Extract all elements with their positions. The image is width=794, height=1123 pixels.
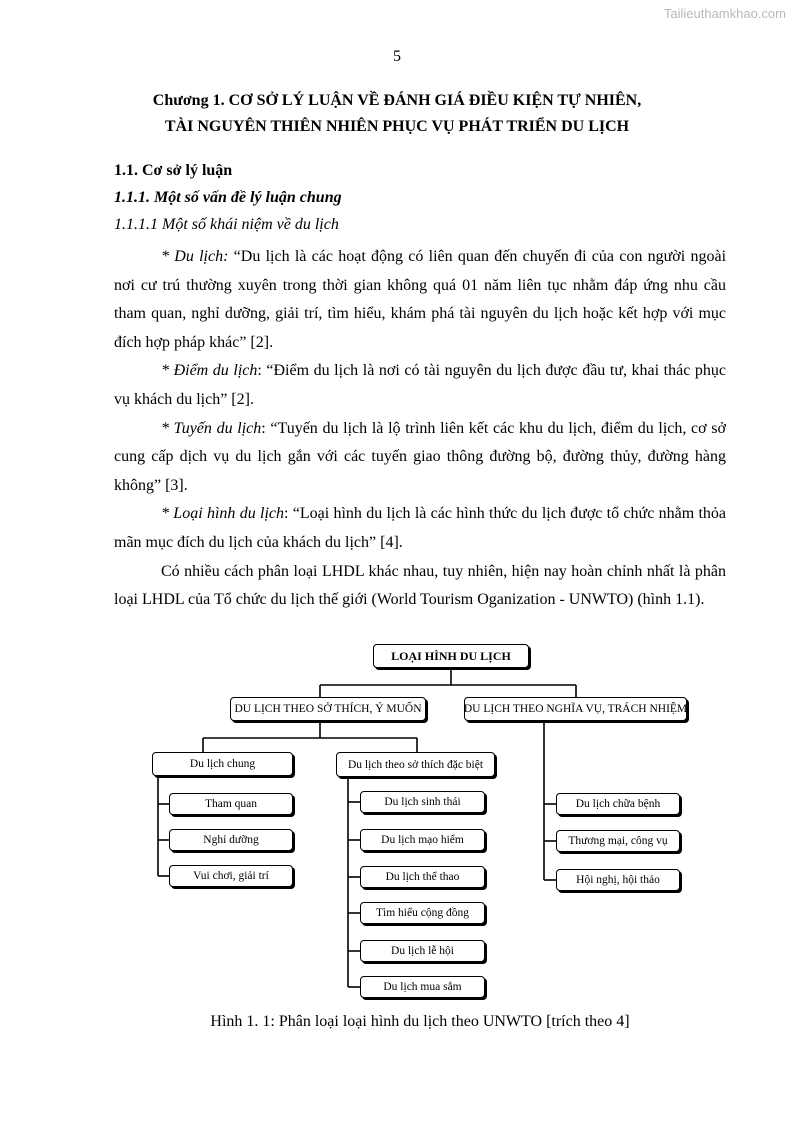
paragraph-text: : “Điểm du lịch là nơi có tài nguyên du lịch được đầu tư, khai thác phục vụ khách du lịch” [2]. <box>114 362 726 408</box>
node-du-lich-sinh-thai: Du lịch sinh thái <box>360 791 485 813</box>
node-hoi-nghi-hoi-thao: Hội nghị, hội thảo <box>556 869 680 891</box>
chapter-title-line-2: TÀI NGUYÊN THIÊN NHIÊN PHỤC VỤ PHÁT TRIỂN DU LỊCH <box>164 118 630 135</box>
paragraph-text: : “Tuyến du lịch là lộ trình liên kết các khu du lịch, điểm du lịch, cơ sở cung cấp dịch vụ du lịch gắn với các tuyến giao thông đường bộ, đường thủy, đường hàng không” [3]. <box>114 419 726 494</box>
node-du-lich-the-thao: Du lịch thể thao <box>360 866 485 888</box>
node-special: Du lịch theo sở thích đặc biệt <box>336 752 495 777</box>
subsubsection-heading: 1.1.1.1 Một số khái niệm về du lịch <box>114 216 339 233</box>
paragraph-text: Có nhiều cách phân loại LHDL khác nhau, tuy nhiên, hiện nay hoàn chỉnh nhất là phân loại LHDL của Tổ chức du lịch thế giới (World Tourism Oganization - UNWTO) (hình 1.1). <box>114 562 726 609</box>
node-du-lich-mua-sam: Du lịch mua sắm <box>360 976 485 998</box>
body-text <box>114 243 726 615</box>
subsection-heading: 1.1.1. Một số vấn đề lý luận chung <box>114 189 342 206</box>
paragraph-loai-hinh-du-lich <box>114 500 726 557</box>
tourism-classification-diagram <box>0 638 794 1008</box>
node-nghi-duong: Nghỉ dưỡng <box>169 829 293 851</box>
node-branch-interest: DU LỊCH THEO SỞ THÍCH, Ý MUỐN <box>230 697 426 721</box>
paragraph-diem-du-lich <box>114 357 726 414</box>
watermark: Tailieuthamkhao.com <box>663 6 786 21</box>
node-du-lich-mao-hiem: Du lịch mạo hiểm <box>360 829 485 851</box>
page-number: 5 <box>393 48 401 65</box>
node-tim-hieu-cong-dong: Tìm hiểu cộng đồng <box>360 902 485 924</box>
term: * Điểm du lịch <box>161 362 258 380</box>
paragraph-du-lich <box>114 243 726 357</box>
node-du-lich-chua-benh: Du lịch chữa bệnh <box>556 793 680 815</box>
paragraph-text: : “Loại hình du lịch là các hình thức du lịch được tổ chức nhằm thỏa mãn mục đích du lịch của khách du lịch” [4]. <box>114 505 727 551</box>
chapter-title-line-1: Chương 1. CƠ SỞ LÝ LUẬN VỀ ĐÁNH GIÁ ĐIỀU KIỆN TỰ NHIÊN, <box>152 92 642 109</box>
node-general: Du lịch chung <box>152 752 293 776</box>
node-root: LOẠI HÌNH DU LỊCH <box>373 644 529 668</box>
node-tham-quan: Tham quan <box>169 793 293 815</box>
paragraph-text: “Du lịch là các hoạt động có liên quan đến chuyến đi của con người ngoài nơi cư trú thường xuyên trong thời gian không quá 01 năm liên tục nhằm đáp ứng nhu cầu tham quan, nghỉ dưỡng, giải trí, tìm hiểu, khám phá tài nguyên du lịch hoặc kết hợp với mục đích hợp pháp khác” [2]. <box>114 248 727 351</box>
node-vui-choi-giai-tri: Vui chơi, giải trí <box>169 865 293 887</box>
term: * Loại hình du lịch <box>161 505 284 523</box>
node-branch-duty: DU LỊCH THEO NGHĨA VỤ, TRÁCH NHIỆM <box>464 697 687 721</box>
term: * Tuyến du lịch <box>161 419 262 437</box>
chapter-title <box>0 88 794 140</box>
figure-caption: Hình 1. 1: Phân loại loại hình du lịch theo UNWTO [trích theo 4] <box>210 1013 630 1030</box>
paragraph-phan-loai <box>114 558 726 615</box>
node-du-lich-le-hoi: Du lịch lễ hội <box>360 940 485 962</box>
node-thuong-mai-cong-vu: Thương mại, công vụ <box>556 830 680 852</box>
section-heading: 1.1. Cơ sở lý luận <box>114 162 233 179</box>
term: * Du lịch: <box>161 248 229 265</box>
paragraph-tuyen-du-lich <box>114 415 726 501</box>
